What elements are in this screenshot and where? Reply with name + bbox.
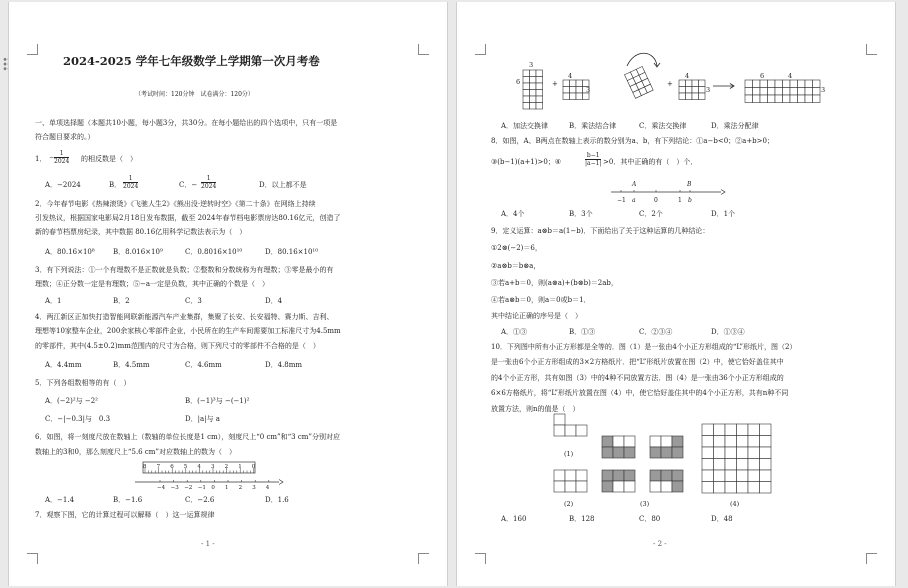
q8-option-b: B．3个 (569, 210, 593, 218)
grid-cell (576, 80, 583, 87)
grid-cell (725, 482, 737, 494)
q5-option-a: A．(−2)²与 −2² (45, 397, 98, 405)
q10-line-4: 6×6方格纸片，将“L”形纸片放置在图（4）中，使它恰好盖住其中的4个小正方形，共有n种不同 (491, 389, 789, 397)
grid-cell (714, 447, 726, 459)
grid-cell (748, 436, 760, 448)
grid-cell (748, 470, 760, 482)
page-2 (456, 2, 896, 586)
q8-frac-den: |a−1| (585, 160, 602, 167)
grid-cell (760, 482, 772, 494)
q2-line-1: 2．今年春节电影《热辣滚烫》《飞驰人生2》《熊出没·逆转时空》《第二十条》在网络上持续 (35, 200, 316, 208)
grid-cell (702, 424, 714, 436)
grid-cell (554, 470, 565, 481)
q7-stem: 7．观察下图，它的计算过程可以解释（ ）这一运算规律 (35, 511, 215, 519)
grid-6x6-figure-4 (702, 424, 771, 493)
q2-option-d: D．80.16×10¹⁰ (265, 248, 319, 256)
frac-den: 2024 (123, 183, 139, 190)
grid-cell (760, 88, 768, 96)
grid-cell (760, 436, 772, 448)
grid-cell (783, 80, 791, 88)
grid-cell (702, 470, 714, 482)
q8-option-c: C．2个 (639, 210, 663, 218)
q6-line-1: 6．如图，将一刻度尺放在数轴上（数轴的单位长度是1 cm），刻度尺上“0 cm”和“3 cm”分别对应 (35, 433, 340, 441)
grid-3x2-figure-2 (554, 470, 587, 492)
grid-cell (798, 88, 806, 96)
ruler-digit: 6 (170, 464, 174, 470)
grid-cell (672, 436, 683, 447)
q8-line-1: 8．如图，A、B两点在数轴上表示的数分别为a、b，有下列结论：①a−b<0；②a+b>0； (491, 137, 774, 145)
q7-option-a: A．加法交换律 (501, 122, 549, 130)
q3-option-d: D．4 (265, 297, 283, 305)
grid-cell (523, 90, 530, 97)
grid-cell (613, 470, 624, 481)
rotate-arrow-icon (627, 53, 657, 66)
grid-cell (702, 436, 714, 448)
q10-line-5: 放置方法，则n的值是（ ） (491, 405, 580, 413)
grid-cell (790, 80, 798, 88)
l-shape-figure-1 (554, 414, 587, 436)
tick-1: 1 (678, 197, 682, 204)
grid-cell (714, 470, 726, 482)
grid-cell (753, 80, 761, 88)
grid-cell (576, 470, 587, 481)
section-1-heading-cont: 符合题目要求的。） (35, 133, 95, 141)
q1-number: 1． (35, 155, 47, 163)
grid-cell (536, 83, 543, 90)
q1-option-c-frac (201, 175, 216, 190)
section-1-heading: 一、单项选择题（本题共10小题，每小题3分，共30分。在每小题给出的四个选项中，只有一项是 (35, 119, 338, 127)
q1-frac-den: 2024 (54, 158, 70, 165)
grid-cell (570, 93, 577, 100)
q9-statement-3: ③若a+b＝0，则(a⊗a)+(b⊗b)＝2ab， (491, 279, 618, 287)
grid-combined (745, 80, 820, 103)
grid-4x3-b (679, 80, 705, 100)
q5-option-b: B．(−1)³与 −(−1)² (185, 397, 250, 405)
grid-cell (692, 80, 699, 87)
label-3c: 3 (706, 86, 711, 94)
axis-tick-label: 2 (238, 485, 243, 491)
placements-figure-3 (602, 436, 683, 492)
axis-tick-label: −2 (184, 485, 193, 491)
grid-cell (753, 95, 761, 103)
grid-cell (813, 95, 821, 103)
grid-rotated (625, 67, 654, 99)
grid-cell (679, 87, 686, 94)
grid-cell (748, 447, 760, 459)
grid-cell (576, 87, 583, 94)
grid-cell (725, 436, 737, 448)
q9-statement-4: ④若a⊗b＝0，则a＝0或b＝1． (491, 296, 591, 304)
grid-cell (661, 436, 672, 447)
caption-4: (4) (730, 500, 740, 508)
grid-cell (760, 424, 772, 436)
grid-cell (805, 88, 813, 96)
l-cell (565, 425, 576, 436)
q1-frac-num: 1 (54, 150, 69, 158)
q7-grid-figure (507, 54, 827, 116)
q3-line-1: 3．有下列说法：①一个有理数不是正数就是负数；②整数和分数统称为有理数；③零是最小的有 (35, 266, 334, 274)
q8-option-d: D．1个 (711, 210, 736, 218)
grid-cell (530, 77, 537, 84)
grid-cell (760, 95, 768, 103)
ruler-digit: 8 (143, 464, 147, 470)
grid-cell (686, 87, 693, 94)
grid-cell (523, 77, 530, 84)
q1-option-a: A．−2024 (45, 181, 81, 189)
grid-cell (760, 447, 772, 459)
q1-fraction: − $\frac{1}{2024}$ (49, 150, 70, 165)
grid-cell (536, 70, 543, 77)
grid-cell (661, 447, 672, 458)
caption-3: (3) (640, 500, 650, 508)
label-6b: 6 (760, 72, 765, 80)
l-cell (576, 425, 587, 436)
grid-cell (679, 80, 686, 87)
q5-option-d: D．|a|与 a (185, 415, 220, 423)
q4-line-2: 理想等10家整车企业，200余家核心零部件企业，小民所在的生产车间需要加工标准尺寸为4.5mm (35, 327, 341, 335)
grid-cell (650, 447, 661, 458)
grid-cell (813, 88, 821, 96)
axis-tick-label: 1 (225, 485, 229, 491)
grid-cell (702, 459, 714, 471)
ruler-number-line-figure (135, 461, 285, 491)
q10-option-c: C．80 (639, 515, 661, 523)
grid-cell (737, 482, 749, 494)
grid-cell (523, 103, 530, 110)
grid-cell (576, 481, 587, 492)
grid-cell (624, 470, 635, 481)
grid-cell (565, 481, 576, 492)
grid-cell (536, 77, 543, 84)
q8-line-2: ③(b−1)(a+1)>0；④ (491, 158, 562, 166)
grid-cell (686, 93, 693, 100)
grid-cell (760, 80, 768, 88)
plus-sign: + (552, 80, 558, 88)
exam-title: 2024-2025 学年七年级数学上学期第一次月考卷 (63, 54, 320, 68)
grid-cell (686, 80, 693, 87)
plus-sign: + (667, 80, 673, 88)
tick-b: b (688, 197, 692, 204)
axis-arrow-icon (721, 190, 725, 195)
q8-fraction (585, 152, 601, 167)
label-3e: 3 (821, 86, 826, 94)
q2-option-b: B．8.016×10⁹ (113, 248, 163, 256)
grid-cell (702, 447, 714, 459)
point-a-label: A (632, 181, 637, 188)
grid-cell (613, 481, 624, 492)
grid-cell (536, 96, 543, 103)
grid-cell (760, 459, 772, 471)
grid-cell (570, 80, 577, 87)
q4-option-d: D．4.8mm (265, 361, 303, 369)
grid-cell (530, 96, 537, 103)
q1-option-b-frac (123, 175, 138, 190)
grid-cell (563, 93, 570, 100)
frac-num: 1 (123, 175, 138, 183)
grid-cell (748, 424, 760, 436)
grid-cell (790, 88, 798, 96)
q10-figures (552, 420, 752, 512)
q7-option-c: C．乘法交换律 (639, 122, 687, 130)
page-number: - 1 - (201, 540, 215, 548)
grid-cell (576, 93, 583, 100)
grid-cell (650, 436, 661, 447)
q2-line-3: 新的春节档票房纪录，其中数据 80.16亿用科学记数法表示为（ ） (35, 228, 247, 236)
q10-line-2: 是一张由6个小正方形组成的3×2方格纸片．把“L”形纸片放置在图（2）中，使它恰好盖住其中 (491, 358, 784, 366)
crop-mark (418, 44, 429, 55)
grid-cell (714, 482, 726, 494)
crop-mark (27, 44, 38, 55)
grid-cell (775, 80, 783, 88)
grid-cell (775, 95, 783, 103)
grid-cell (523, 83, 530, 90)
q8-frac-num: b−1 (586, 152, 600, 159)
q9-line-1: 9．定义运算：a⊗b＝a(1−b)．下面给出了关于这种运算的几种结论： (491, 227, 710, 235)
grid-cell (624, 436, 635, 447)
grid-cell (602, 436, 613, 447)
grid-cell (554, 481, 565, 492)
grid-cell (790, 95, 798, 103)
grid-cell (602, 470, 613, 481)
grid-cell (530, 90, 537, 97)
grid-cell (602, 481, 613, 492)
page-number: - 2 - (653, 540, 667, 548)
q2-line-2: 引发热议，根据国家电影局2月18日发布数据，截至 2024年春节档电影票房达80.16亿元，创造了 (35, 214, 341, 222)
grid-cell (530, 83, 537, 90)
q5-stem: 5．下列各组数相等的有（ ） (35, 379, 131, 387)
grid-cell (530, 103, 537, 110)
grid-cell (714, 436, 726, 448)
tick-0: 0 (654, 197, 658, 204)
q2-option-c: C．0.8016×10¹⁰ (185, 248, 243, 256)
grid-cell (805, 80, 813, 88)
q1-option-d: D．以上都不是 (259, 181, 307, 189)
grid-cell (725, 470, 737, 482)
grid-cell (692, 93, 699, 100)
axis-arrow-icon (279, 480, 283, 485)
axis-tick-label: 0 (211, 485, 215, 491)
grid-cell (768, 88, 776, 96)
grid-cell (624, 447, 635, 458)
q3-option-c: C．3 (185, 297, 202, 305)
grid-cell (672, 447, 683, 458)
ruler-digit: 5 (183, 464, 188, 470)
grid-cell (699, 93, 706, 100)
l-cell (554, 414, 565, 425)
q4-option-a: A．4.4mm (45, 361, 82, 369)
label-3b: 3 (586, 86, 591, 94)
label-4c: 4 (685, 72, 690, 80)
q9-statement-2: ②a⊗b＝b⊗a， (491, 262, 541, 270)
q10-line-1: 10．下列图中所有小正方形都是全等的．图（1）是一张由4个小正方形组成的“L”形纸片，图（2） (491, 343, 797, 351)
caption-2: (2) (564, 500, 574, 508)
grid-cell (768, 80, 776, 88)
grid-cell (536, 90, 543, 97)
q6-option-a: A．−1.4 (45, 496, 75, 504)
grid-cell (699, 87, 706, 94)
grid-cell (570, 87, 577, 94)
crop-mark (866, 44, 877, 55)
grid-cell (783, 88, 791, 96)
q3-option-a: A．1 (45, 297, 62, 305)
label-4: 4 (568, 72, 573, 80)
grid-cell (565, 470, 576, 481)
axis-tick-label: −1 (197, 485, 206, 491)
grid-cell (563, 80, 570, 87)
q1-option-c: C．− (179, 181, 198, 189)
grid-cell (753, 88, 761, 96)
q4-line-3: 的零部件，其中(4.5±0.2)mm范围内的尺寸为合格，则下列尺寸的零部件不合格的是（ ） (35, 342, 320, 350)
label-6: 6 (516, 78, 521, 86)
frac-den: 2024 (201, 183, 217, 190)
q9-option-d: D．①③④ (711, 328, 745, 336)
tick-a: a (632, 197, 636, 204)
grid-cell (725, 459, 737, 471)
grid-cell (613, 447, 624, 458)
grid-cell (714, 424, 726, 436)
q6-option-d: D．1.6 (265, 496, 289, 504)
q10-line-3: 的4个小正方形，共有如图（3）中的4种不同放置方法．图（4）是一张由36个小正方形组成的 (491, 374, 784, 382)
crop-mark (866, 553, 877, 564)
q8-line-2-tail: >0．其中正确的有（ ）个． (603, 158, 698, 166)
q4-line-1: 4．两江新区正加快打造智能网联新能源汽车产业集群，集聚了长安、长安福特、赛力斯、吉利、 (35, 313, 334, 321)
grid-cell (602, 447, 613, 458)
q8-number-line (611, 180, 727, 206)
grid-cell (745, 80, 753, 88)
q4-option-c: C．4.6mm (185, 361, 222, 369)
q6-line-2: 数轴上的3和0，那么刻度尺上“5.6 cm”对应数轴上的数为（ ） (35, 448, 236, 456)
grid-cell (737, 447, 749, 459)
label-4d: 4 (788, 72, 793, 80)
axis-ticks (157, 480, 270, 491)
q10-option-b: B．128 (569, 515, 595, 523)
grid-cell (737, 424, 749, 436)
q9-statement-1: ①2⊗(−2)＝6， (491, 244, 542, 252)
q9-option-c: C．②③④ (639, 328, 673, 336)
grid-cell (745, 88, 753, 96)
q5-option-c: C．−|−0.3|与 0.3 (45, 415, 111, 423)
grid-cell (813, 80, 821, 88)
caption-1: (1) (564, 450, 574, 458)
grid-cell (613, 436, 624, 447)
grid-cell (699, 80, 706, 87)
crop-mark (475, 553, 486, 564)
frac-num: 1 (201, 175, 216, 183)
page-1 (8, 2, 448, 586)
grid-cell (661, 470, 672, 481)
q10-option-d: D．48 (711, 515, 733, 523)
label-3: 3 (529, 61, 534, 69)
grid-cell (805, 95, 813, 103)
l-cell (554, 425, 565, 436)
crop-mark (27, 553, 38, 564)
q10-option-a: A．160 (501, 515, 527, 523)
q1-stem-tail: 的相反数是（ ） (81, 155, 137, 163)
q7-option-d: D．乘法分配律 (711, 122, 759, 130)
grid-cell (737, 436, 749, 448)
axis-tick-label: 3 (252, 485, 256, 491)
ruler-digit: 3 (211, 464, 215, 470)
grid-cell (563, 87, 570, 94)
ruler-digit: 0 (251, 464, 256, 470)
exam-info: （考试时间：120分钟 试卷满分：120分） (135, 91, 254, 98)
ruler-digit: 2 (224, 464, 229, 470)
crop-mark (475, 44, 486, 55)
axis-tick-label: 4 (265, 485, 270, 491)
grid-cell (530, 70, 537, 77)
q4-option-b: B．4.5mm (113, 361, 150, 369)
crop-mark (418, 553, 429, 564)
grid-cell (702, 482, 714, 494)
grid-cell (679, 93, 686, 100)
q8-option-a: A．4个 (501, 210, 525, 218)
q1-option-b: B． (109, 181, 122, 189)
grid-cell (523, 96, 530, 103)
grid-3x6 (523, 70, 543, 109)
ruler-digit: 7 (156, 464, 161, 470)
grid-cell (725, 424, 737, 436)
grid-cell (692, 87, 699, 94)
grid-cell (725, 447, 737, 459)
q9-line-6: 其中结论正确的序号是（ ） (491, 312, 582, 320)
ruler-digit: 4 (197, 464, 201, 470)
grid-cell (672, 481, 683, 492)
grid-cell (650, 470, 661, 481)
grid-cell (760, 470, 772, 482)
grid-cell (737, 459, 749, 471)
q3-option-b: B．2 (113, 297, 130, 305)
q2-option-a: A．80.16×10⁸ (45, 248, 95, 256)
axis-tick-label: −4 (157, 485, 166, 491)
grid-cell (661, 481, 672, 492)
grid-cell (624, 481, 635, 492)
grid-cell (748, 482, 760, 494)
ruler-digit: 1 (238, 464, 242, 470)
q7-option-b: B．乘法结合律 (569, 122, 617, 130)
grid-cell (650, 481, 661, 492)
q9-option-b: B．①③ (569, 328, 596, 336)
grid-cell (523, 70, 530, 77)
axis-tick-label: −3 (170, 485, 179, 491)
q6-option-b: B．−1.6 (113, 496, 143, 504)
grid-cell (536, 103, 543, 110)
grid-cell (798, 95, 806, 103)
q9-option-a: A．①③ (501, 328, 528, 336)
grid-cell (783, 95, 791, 103)
q6-option-c: C．−2.6 (185, 496, 215, 504)
grid-cell (714, 459, 726, 471)
grid-cell (737, 470, 749, 482)
grid-cell (745, 95, 753, 103)
grid-cell (768, 95, 776, 103)
tick-minus-1: −1 (617, 197, 626, 204)
grid-cell (798, 80, 806, 88)
q3-line-2: 理数；④正分数一定是有理数；⑤−a一定是负数，其中正确的个数是（ ） (35, 280, 270, 288)
grid-cell (748, 459, 760, 471)
grid-cell (775, 88, 783, 96)
point-b-label: B (687, 181, 692, 188)
grid-cell (672, 470, 683, 481)
